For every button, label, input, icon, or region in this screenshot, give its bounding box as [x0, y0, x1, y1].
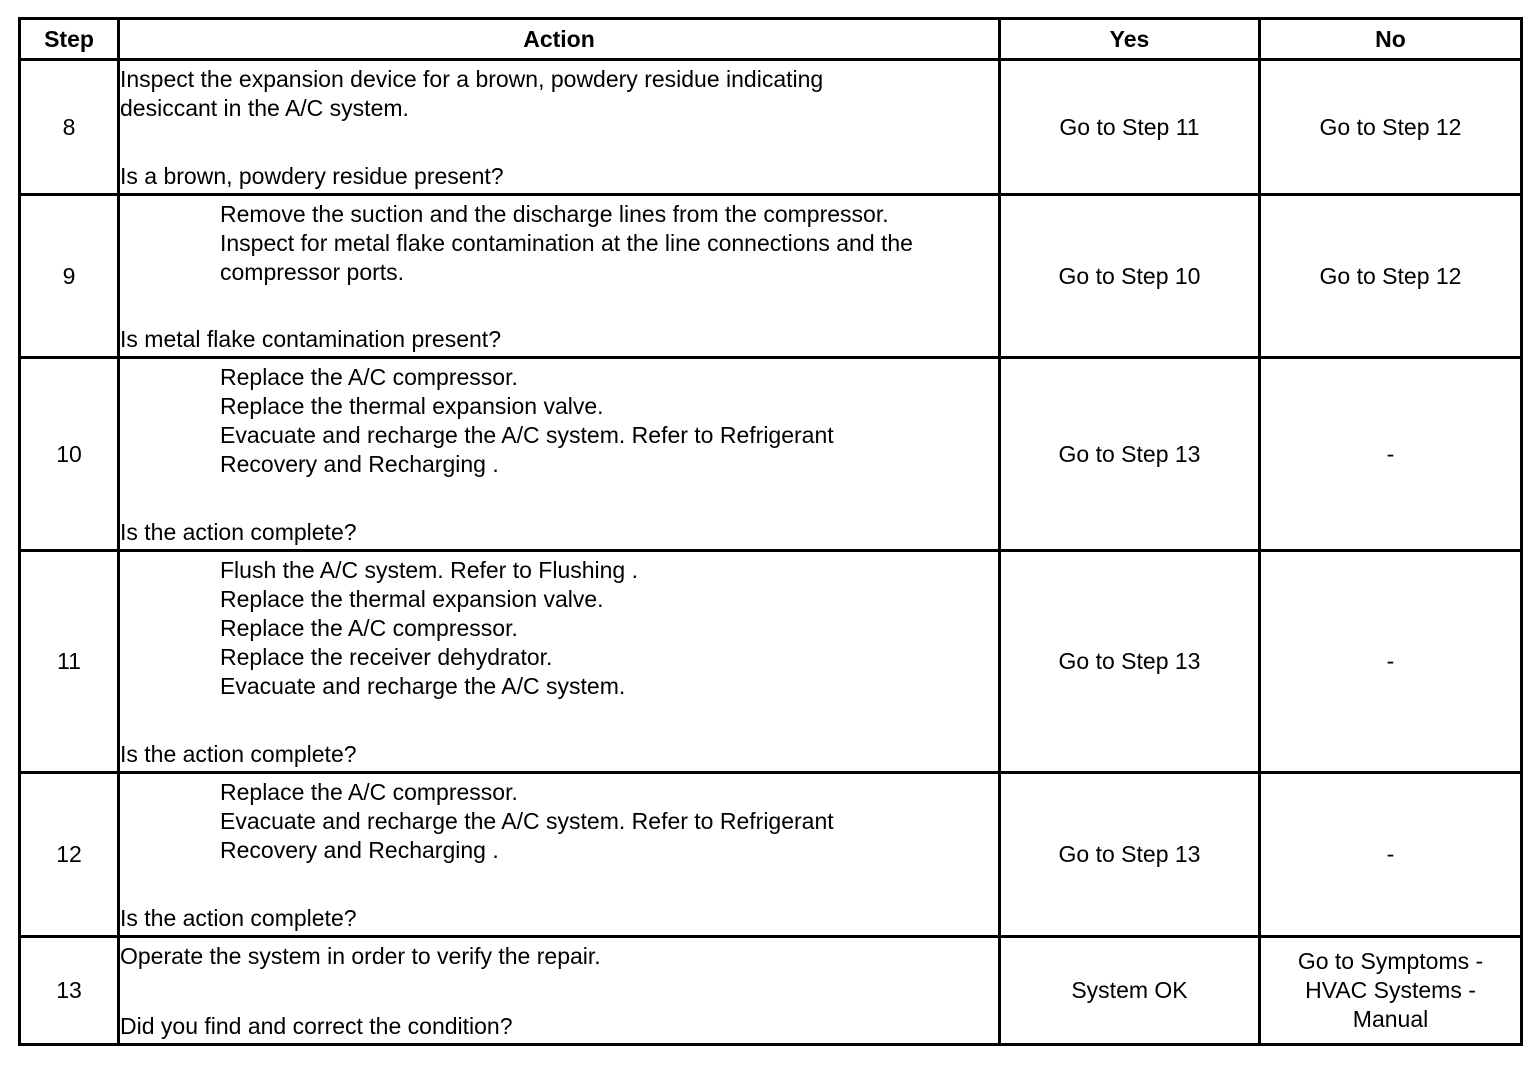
- yes-result: Go to Step 10: [1000, 195, 1260, 358]
- action-cell: [119, 195, 1000, 358]
- action-cell: [119, 60, 1000, 195]
- yes-result: Go to Step 13: [1000, 773, 1260, 937]
- action-line: Replace the thermal expansion valve.: [220, 393, 604, 419]
- header-step: Step: [20, 19, 119, 60]
- action-line: compressor ports.: [220, 259, 405, 285]
- table-row: [20, 773, 1522, 937]
- action-text: [120, 778, 998, 865]
- no-result: -: [1260, 358, 1522, 551]
- header-row: [20, 19, 1522, 60]
- action-line: Recovery and Recharging .: [220, 837, 499, 863]
- step-number: 9: [20, 195, 119, 358]
- no-result-line: Manual: [1352, 1006, 1429, 1032]
- no-result: -: [1260, 773, 1522, 937]
- action-text: [120, 942, 998, 971]
- action-question: Is a brown, powdery residue present?: [120, 163, 504, 189]
- action-text: [120, 556, 998, 701]
- no-result: Go to Step 12: [1260, 60, 1522, 195]
- action-question: Is the action complete?: [120, 519, 357, 545]
- action-text: [120, 200, 998, 287]
- action-line: Inspect for metal flake contamination at the line connections and the: [220, 230, 913, 256]
- action-line: Recovery and Recharging .: [220, 451, 499, 477]
- action-question: Is the action complete?: [120, 905, 357, 931]
- yes-result: Go to Step 13: [1000, 551, 1260, 773]
- action-line: Operate the system in order to verify the repair.: [120, 943, 601, 969]
- table-row: [20, 60, 1522, 195]
- action-cell: [119, 358, 1000, 551]
- table-row: [20, 551, 1522, 773]
- yes-result: System OK: [1000, 937, 1260, 1045]
- header-no: No: [1260, 19, 1522, 60]
- step-number: 11: [20, 551, 119, 773]
- action-question: Is the action complete?: [120, 741, 357, 767]
- action-line: Evacuate and recharge the A/C system. Refer to Refrigerant: [220, 808, 834, 834]
- action-line: Replace the A/C compressor.: [220, 779, 518, 805]
- no-result-line: Go to Symptoms -: [1297, 948, 1484, 974]
- action-line: Evacuate and recharge the A/C system.: [220, 673, 626, 699]
- action-line: Replace the A/C compressor.: [220, 364, 518, 390]
- action-line: desiccant in the A/C system.: [120, 95, 409, 121]
- step-number: 13: [20, 937, 119, 1045]
- action-line: Replace the A/C compressor.: [220, 615, 518, 641]
- action-line: Remove the suction and the discharge lines from the compressor.: [220, 201, 889, 227]
- step-number: 8: [20, 60, 119, 195]
- action-text: [120, 65, 998, 123]
- action-line: Flush the A/C system. Refer to Flushing .: [220, 557, 638, 583]
- no-result: Go to Step 12: [1260, 195, 1522, 358]
- action-line: Replace the thermal expansion valve.: [220, 586, 604, 612]
- action-line: Evacuate and recharge the A/C system. Refer to Refrigerant: [220, 422, 834, 448]
- action-question: Did you find and correct the condition?: [120, 1013, 513, 1039]
- diagnostic-table: [18, 17, 1523, 1046]
- action-question: Is metal flake contamination present?: [120, 326, 501, 352]
- no-result-line: HVAC Systems -: [1305, 977, 1476, 1003]
- action-cell: [119, 937, 1000, 1045]
- header-yes: Yes: [1000, 19, 1260, 60]
- table-row: [20, 937, 1522, 1045]
- yes-result: Go to Step 11: [1000, 60, 1260, 195]
- no-result: -: [1260, 551, 1522, 773]
- table-row: [20, 195, 1522, 358]
- yes-result: Go to Step 13: [1000, 358, 1260, 551]
- action-line: Replace the receiver dehydrator.: [220, 644, 553, 670]
- action-line: Inspect the expansion device for a brown, powdery residue indicating: [120, 66, 824, 92]
- step-number: 10: [20, 358, 119, 551]
- no-result: [1260, 937, 1522, 1045]
- table-row: [20, 358, 1522, 551]
- header-action: Action: [119, 19, 1000, 60]
- action-cell: [119, 773, 1000, 937]
- action-cell: [119, 551, 1000, 773]
- action-text: [120, 363, 998, 479]
- step-number: 12: [20, 773, 119, 937]
